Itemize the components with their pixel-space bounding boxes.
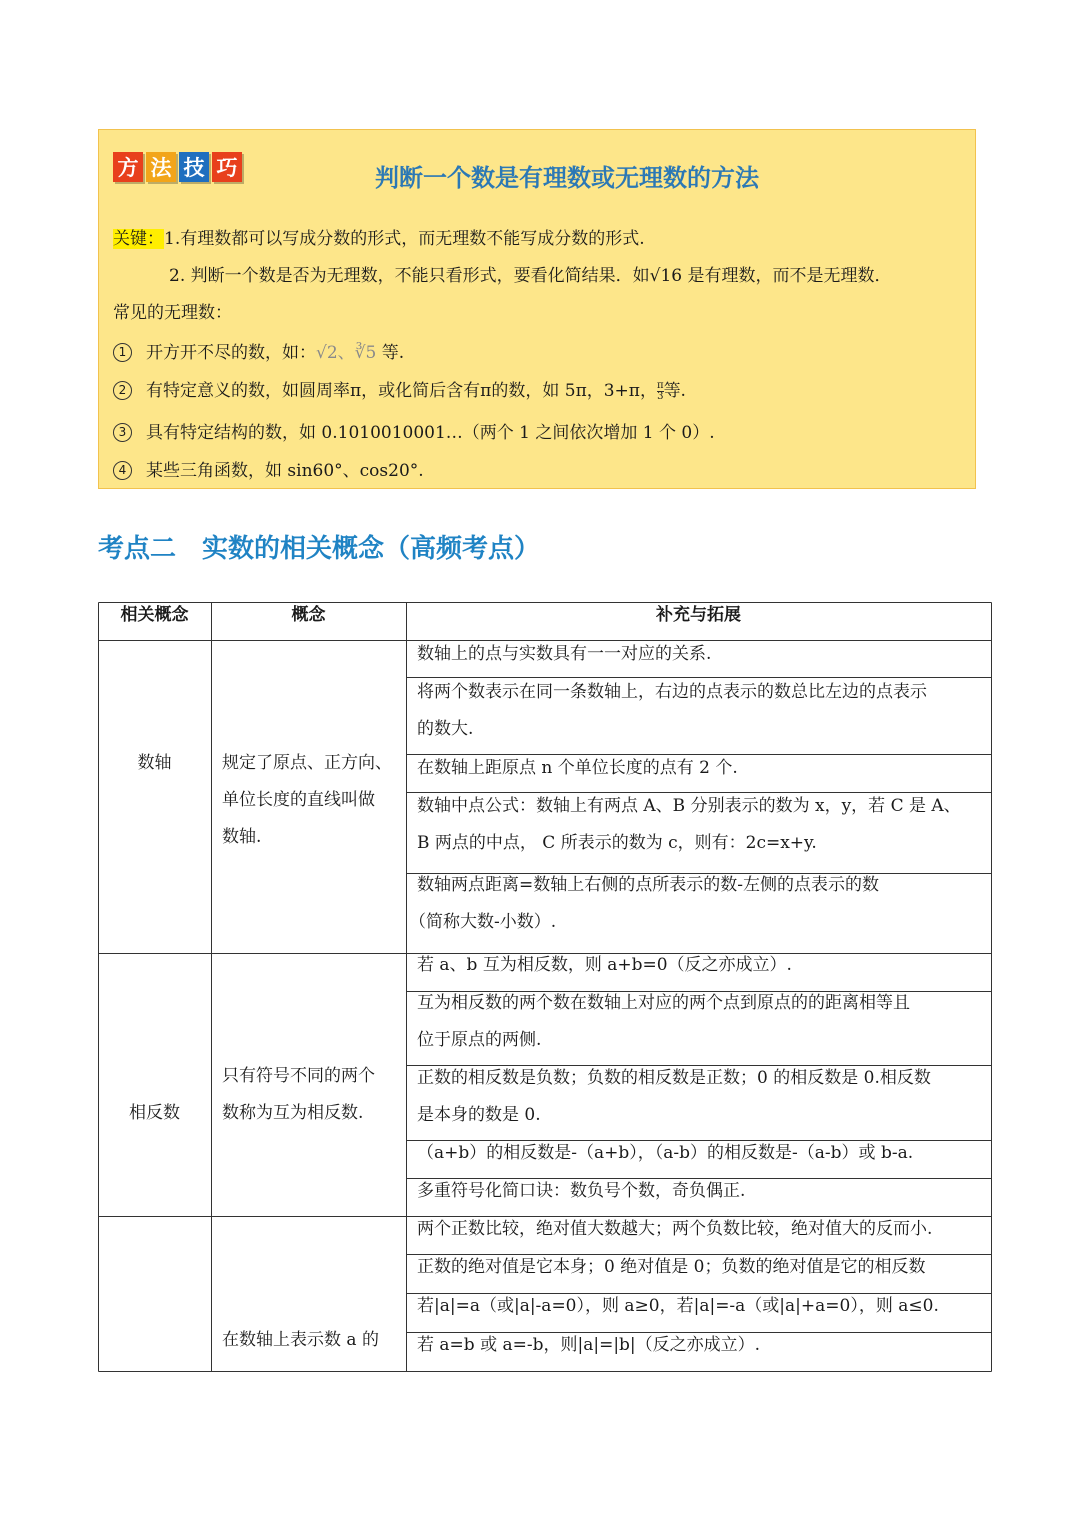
section-heading: 考点二 实数的相关概念（高频考点） bbox=[98, 534, 541, 564]
note-line: 若 a=b 或 a=-b，则|a|=|b|（反之亦成立）. bbox=[417, 1335, 761, 1355]
definition-line: 规定了原点、正方向、 bbox=[222, 753, 392, 773]
note-line: 数轴两点距离=数轴上右侧的点所表示的数-左侧的点表示的数 bbox=[417, 875, 879, 895]
tip-line-2: 2. 判断一个数是否为无理数，不能只看形式，要看化简结果．如√16 是有理数，而不是无理数． bbox=[169, 266, 892, 286]
note-line: 在数轴上距原点 n 个单位长度的点有 2 个. bbox=[417, 758, 738, 778]
concept-opposite-number: 相反数 bbox=[129, 1103, 180, 1123]
note-line: 数轴上的点与实数具有一一对应的关系. bbox=[417, 644, 712, 664]
definition-line: 数轴. bbox=[222, 827, 262, 847]
item-2-end: 等. bbox=[663, 381, 686, 401]
table-header-definition: 概念 bbox=[291, 605, 326, 625]
badge-qiao: 巧 bbox=[212, 152, 242, 182]
note-line: 若|a|=a（或|a|-a=0），则 a≥0，若|a|=-a（或|a|+a=0），则 a≤0. bbox=[417, 1296, 939, 1316]
definition-line: 只有符号不同的两个 bbox=[222, 1066, 375, 1086]
table-header-notes: 补充与拓展 bbox=[656, 605, 741, 625]
item-1-math: √2、∛5 bbox=[316, 343, 377, 363]
item-1-number: 1 bbox=[113, 343, 132, 362]
note-line: 数轴中点公式：数轴上有两点 A、B 分别表示的数为 x，y，若 C 是 A、 bbox=[417, 796, 961, 816]
concept-number-line: 数轴 bbox=[137, 753, 172, 773]
note-line: 互为相反数的两个数在数轴上对应的两个点到原点的的距离相等且 bbox=[417, 993, 910, 1013]
item-2-text: 有特定意义的数，如圆周率π，或化简后含有π的数，如 5π，3+π， bbox=[146, 381, 657, 401]
key-label: 关键： bbox=[113, 229, 164, 249]
note-line: 若 a、b 互为相反数，则 a+b=0（反之亦成立）. bbox=[417, 955, 792, 975]
item-3-number: 3 bbox=[113, 423, 132, 442]
item-3-text: 具有特定结构的数，如 0.1010010001…（两个 1 之间依次增加 1 个 0）. bbox=[146, 423, 715, 443]
note-line: 是本身的数是 0. bbox=[417, 1105, 541, 1125]
note-line: （简称大数-小数）. bbox=[409, 912, 557, 932]
item-2-number: 2 bbox=[113, 381, 132, 400]
note-line: 正数的绝对值是它本身；0 绝对值是 0；负数的绝对值是它的相反数 bbox=[417, 1257, 926, 1277]
pi-over-3-fraction: $\frac{\pi}{3}$ bbox=[656, 380, 664, 402]
tip-title: 判断一个数是有理数或无理数的方法 bbox=[375, 163, 759, 192]
item-4-text: 某些三角函数，如 sin60°、cos20°. bbox=[146, 461, 424, 481]
badge-fa: 法 bbox=[146, 152, 176, 182]
note-line: 位于原点的两侧. bbox=[417, 1030, 542, 1050]
note-line: 将两个数表示在同一条数轴上，右边的点表示的数总比左边的点表示 bbox=[417, 682, 927, 702]
note-line: 的数大. bbox=[417, 719, 474, 739]
note-line: 两个正数比较，绝对值大数越大；两个负数比较，绝对值大的反而小. bbox=[417, 1219, 933, 1239]
definition-line: 在数轴上表示数 a 的 bbox=[222, 1330, 379, 1350]
badge-fang: 方 bbox=[113, 152, 143, 182]
tip-line-3: 常见的无理数： bbox=[113, 303, 232, 323]
note-line: 正数的相反数是负数；负数的相反数是正数；0 的相反数是 0.相反数 bbox=[417, 1068, 931, 1088]
table-header-concept: 相关概念 bbox=[120, 605, 189, 625]
note-line: 多重符号化简口诀：数负号个数，奇负偶正. bbox=[417, 1181, 746, 1201]
definition-line: 单位长度的直线叫做 bbox=[222, 790, 375, 810]
note-line: B 两点的中点， C 所表示的数为 c，则有：2c=x+y. bbox=[417, 833, 817, 853]
key-text: 1.有理数都可以写成分数的形式，而无理数不能写成分数的形式. bbox=[164, 229, 645, 249]
badge-ji: 技 bbox=[179, 152, 209, 182]
item-1-end: 等. bbox=[376, 343, 405, 363]
item-1-text: 开方开不尽的数，如： bbox=[146, 343, 316, 363]
definition-line: 数称为互为相反数. bbox=[222, 1103, 364, 1123]
item-4-number: 4 bbox=[113, 461, 132, 480]
note-line: （a+b）的相反数是-（a+b），（a-b）的相反数是-（a-b）或 b-a. bbox=[417, 1143, 914, 1163]
